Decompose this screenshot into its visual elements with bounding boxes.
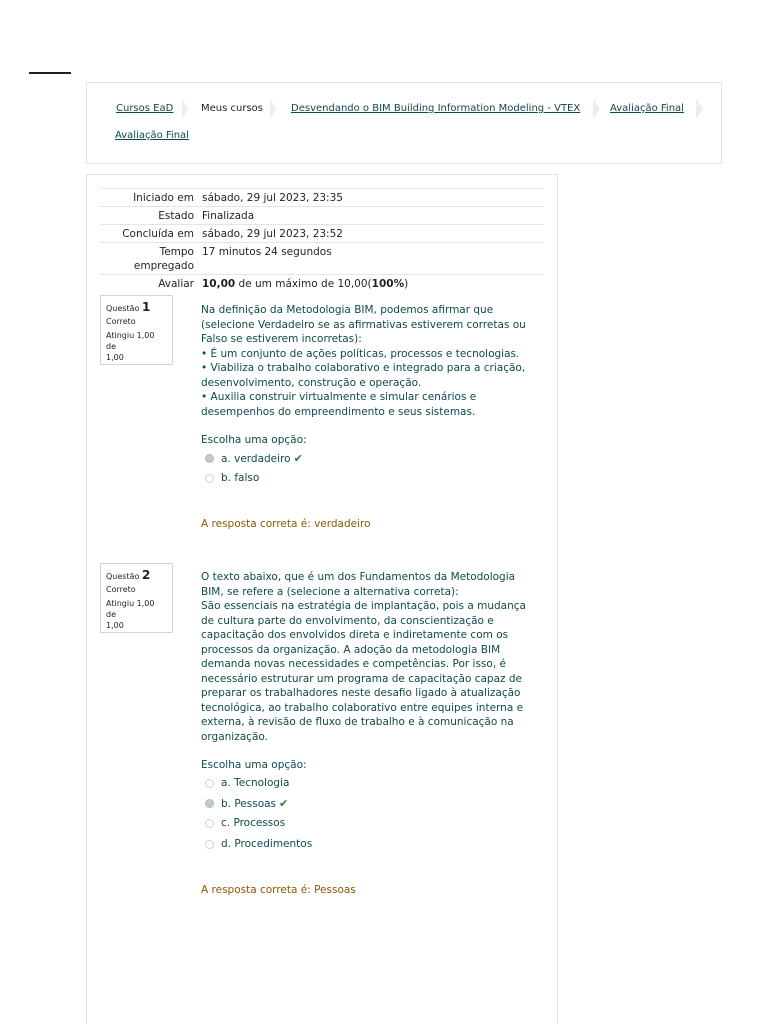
radio-button-selected[interactable]	[205, 799, 214, 808]
right-answer-feedback: A resposta correta é: Pessoas	[201, 884, 356, 896]
attempt-summary-table	[100, 188, 544, 292]
option-b[interactable]: b. Pessoas ✔	[205, 797, 288, 810]
breadcrumb-avaliacao-final-current[interactable]: Avaliação Final	[115, 130, 189, 141]
summary-row-completed: Concluída em sábado, 29 jul 2023, 23:52	[100, 224, 544, 242]
breadcrumb-separator	[270, 99, 277, 119]
question-text: Na definição da Metodologia BIM, podemos afirmar que (selecione Verdadeiro se as afirmativas estiverem corretas ou Falso se estiverem incorretas): • É um conjunto de ações políticas, processos e tecnologias. • Viabiliza o trabalho colaborativo e integrado para a criação, desenvolvimento, construção e operação. • Auxilia construir virtualmente e simular cenários e desempenhos do empreendimento e seus sistemas.	[201, 304, 526, 418]
radio-button[interactable]	[205, 779, 214, 788]
option-b[interactable]: b. falso	[205, 472, 259, 484]
breadcrumb-separator	[696, 99, 703, 119]
option-a[interactable]: a. Tecnologia	[205, 777, 289, 789]
choose-option-prompt: Escolha uma opção:	[201, 759, 307, 771]
choose-option-prompt: Escolha uma opção:	[201, 434, 307, 446]
menu-underline	[29, 72, 71, 74]
breadcrumb-separator	[593, 99, 600, 119]
breadcrumb-cursos-ead[interactable]: Cursos EaD	[116, 103, 174, 114]
right-answer-feedback: A resposta correta é: verdadeiro	[201, 518, 371, 530]
radio-button[interactable]	[205, 474, 214, 483]
summary-row-time: Tempo empregado 17 minutos 24 segundos	[100, 242, 544, 274]
checkmark-icon: ✔	[293, 452, 303, 465]
summary-row-grade: Avaliar 10,00 de um máximo de 10,00(100%)	[100, 274, 544, 292]
option-a[interactable]: a. verdadeiro ✔	[205, 452, 303, 465]
breadcrumb	[86, 82, 722, 164]
summary-row-started: Iniciado em sábado, 29 jul 2023, 23:35	[100, 188, 544, 206]
breadcrumb-avaliacao-final[interactable]: Avaliação Final	[610, 103, 684, 114]
question-text: O texto abaixo, que é um dos Fundamentos da Metodologia BIM, se refere a (selecione a alternativa correta): São essenciais na estratégia de implantação, pois a mudança de cultura parte do envolvimento, da conscientização e capacitação dos envolvidos direta e indiretamente com os processos da organização. A adoção da metodologia BIM demanda novas necessidades e competências. Por isso, é necessário estruturar um programa de capacitação capaz de preparar os trabalhadores neste desafio ligado à atualização tecnológica, ao trabalho colaborativo entre equipes interna e externa, à revisão de fluxo de trabalho e à comunicação na organização.	[201, 571, 526, 743]
summary-row-state: Estado Finalizada	[100, 206, 544, 224]
question-info-box: Questão 2 Correto Atingiu 1,00 de 1,00	[100, 563, 173, 633]
option-d[interactable]: d. Procedimentos	[205, 838, 312, 850]
breadcrumb-separator	[182, 99, 189, 119]
radio-button[interactable]	[205, 840, 214, 849]
option-c[interactable]: c. Processos	[205, 817, 285, 829]
checkmark-icon: ✔	[279, 797, 289, 810]
radio-button-selected[interactable]	[205, 454, 214, 463]
breadcrumb-meus-cursos[interactable]: Meus cursos	[201, 103, 263, 114]
breadcrumb-course[interactable]: Desvendando o BIM Building Information Modeling - VTEX	[291, 103, 581, 114]
radio-button[interactable]	[205, 819, 214, 828]
question-info-box: Questão 1 Correto Atingiu 1,00 de 1,00	[100, 295, 173, 365]
